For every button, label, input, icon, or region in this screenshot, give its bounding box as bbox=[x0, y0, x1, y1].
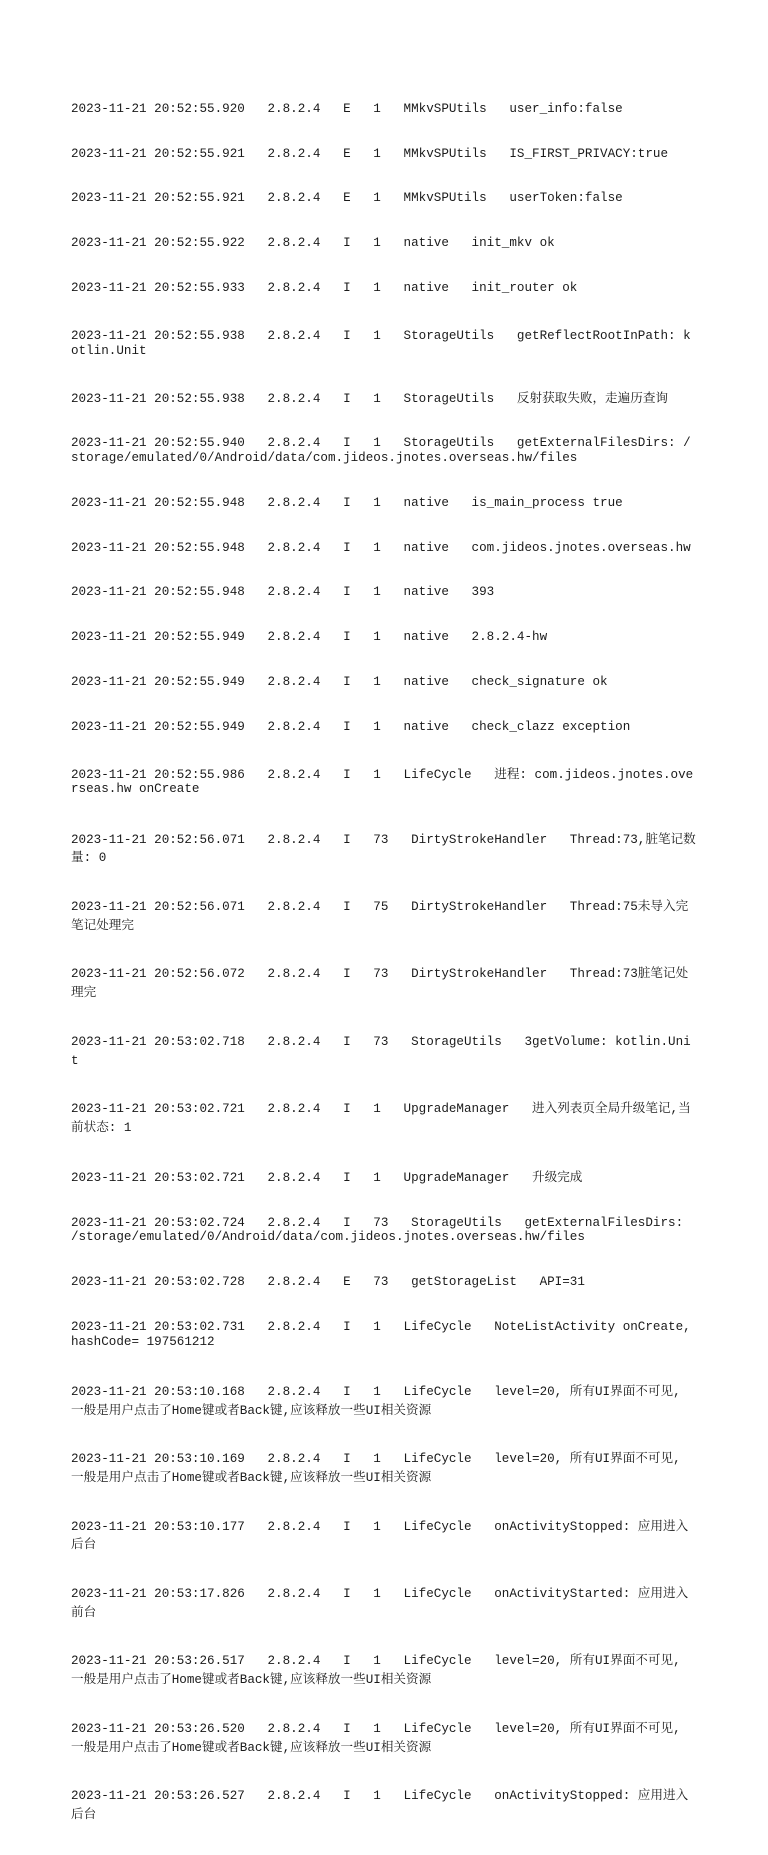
log-line: 2023-11-21 20:53:26.520 2.8.2.4 I 1 LifeCycle level=20, 所有UI界面不可见, 一般是用户点击了Home键或者Back键,应该释放一些UI相关资源 bbox=[71, 1721, 689, 1755]
log-line: 2023-11-21 20:52:55.949 2.8.2.4 I 1 native check_clazz exception bbox=[71, 719, 631, 734]
log-line: 2023-11-21 20:52:55.940 2.8.2.4 I 1 StorageUtils getExternalFilesDirs: /storage/emulated/0/Android/data/com.jideos.jnotes.overseas.hw/files bbox=[71, 436, 691, 466]
log-line: 2023-11-21 20:52:56.071 2.8.2.4 I 75 DirtyStrokeHandler Thread:75未导入完笔记处理完 bbox=[71, 899, 689, 933]
log-line: 2023-11-21 20:52:56.071 2.8.2.4 I 73 DirtyStrokeHandler Thread:73,脏笔记数量: 0 bbox=[71, 832, 696, 866]
log-line: 2023-11-21 20:52:55.986 2.8.2.4 I 1 LifeCycle 进程: com.jideos.jnotes.overseas.hw onCreate bbox=[71, 767, 694, 797]
log-line: 2023-11-21 20:53:17.826 2.8.2.4 I 1 LifeCycle onActivityStarted: 应用进入前台 bbox=[71, 1587, 689, 1620]
log-line: 2023-11-21 20:52:55.948 2.8.2.4 I 1 native is_main_process true bbox=[71, 495, 623, 510]
log-line: 2023-11-21 20:52:56.072 2.8.2.4 I 73 DirtyStrokeHandler Thread:73脏笔记处理完 bbox=[71, 967, 689, 1001]
log-line: 2023-11-21 20:52:55.938 2.8.2.4 I 1 StorageUtils getReflectRootInPath: kotlin.Unit bbox=[71, 328, 691, 358]
log-line: 2023-11-21 20:52:55.921 2.8.2.4 E 1 MMkvSPUtils userToken:false bbox=[71, 191, 623, 206]
log-line: 2023-11-21 20:52:55.949 2.8.2.4 I 1 native 2.8.2.4-hw bbox=[71, 630, 548, 645]
log-line: 2023-11-21 20:52:55.948 2.8.2.4 I 1 native 393 bbox=[71, 585, 495, 600]
log-line: 2023-11-21 20:52:55.938 2.8.2.4 I 1 StorageUtils 反射获取失败，走遍历查询 bbox=[71, 391, 669, 406]
log-line: 2023-11-21 20:52:55.948 2.8.2.4 I 1 native com.jideos.jnotes.overseas.hw bbox=[71, 540, 691, 555]
log-line: 2023-11-21 20:52:55.921 2.8.2.4 E 1 MMkvSPUtils IS_FIRST_PRIVACY:true bbox=[71, 146, 669, 161]
log-line: 2023-11-21 20:52:55.920 2.8.2.4 E 1 MMkvSPUtils user_info:false bbox=[71, 101, 623, 116]
log-line: 2023-11-21 20:52:55.922 2.8.2.4 I 1 native init_mkv ok bbox=[71, 235, 555, 250]
log-text bbox=[71, 72, 697, 1855]
log-line: 2023-11-21 20:53:10.168 2.8.2.4 I 1 LifeCycle level=20, 所有UI界面不可见, 一般是用户点击了Home键或者Back键,应该释放一些UI相关资源 bbox=[71, 1384, 689, 1418]
log-line: 2023-11-21 20:53:10.169 2.8.2.4 I 1 LifeCycle level=20, 所有UI界面不可见, 一般是用户点击了Home键或者Back键,应该释放一些UI相关资源 bbox=[71, 1452, 689, 1486]
log-line: 2023-11-21 20:53:02.718 2.8.2.4 I 73 StorageUtils 3getVolume: kotlin.Unit bbox=[71, 1034, 691, 1068]
log-line: 2023-11-21 20:53:10.177 2.8.2.4 I 1 LifeCycle onActivityStopped: 应用进入后台 bbox=[71, 1519, 689, 1553]
log-line: 2023-11-21 20:53:02.721 2.8.2.4 I 1 UpgradeManager 升级完成 bbox=[71, 1170, 583, 1185]
log-line: 2023-11-21 20:53:26.527 2.8.2.4 I 1 LifeCycle onActivityStopped: 应用进入后台 bbox=[71, 1789, 689, 1823]
log-line: 2023-11-21 20:53:26.517 2.8.2.4 I 1 LifeCycle level=20, 所有UI界面不可见, 一般是用户点击了Home键或者Back键,应该释放一些UI相关资源 bbox=[71, 1654, 689, 1688]
log-line: 2023-11-21 20:52:55.933 2.8.2.4 I 1 native init_router ok bbox=[71, 280, 578, 295]
log-line: 2023-11-21 20:53:02.728 2.8.2.4 E 73 getStorageList API=31 bbox=[71, 1275, 585, 1290]
log-line: 2023-11-21 20:53:02.721 2.8.2.4 I 1 UpgradeManager 进入列表页全局升级笔记,当前状态: 1 bbox=[71, 1102, 691, 1135]
log-line: 2023-11-21 20:53:02.724 2.8.2.4 I 73 StorageUtils getExternalFilesDirs: /storage/emulated/0/Android/data/com.jideos.jnotes.overseas.hw/files bbox=[71, 1215, 691, 1245]
log-line: 2023-11-21 20:52:55.949 2.8.2.4 I 1 native check_signature ok bbox=[71, 674, 608, 689]
log-line: 2023-11-21 20:53:02.731 2.8.2.4 I 1 LifeCycle NoteListActivity onCreate, hashCode= 197561212 bbox=[71, 1319, 699, 1349]
